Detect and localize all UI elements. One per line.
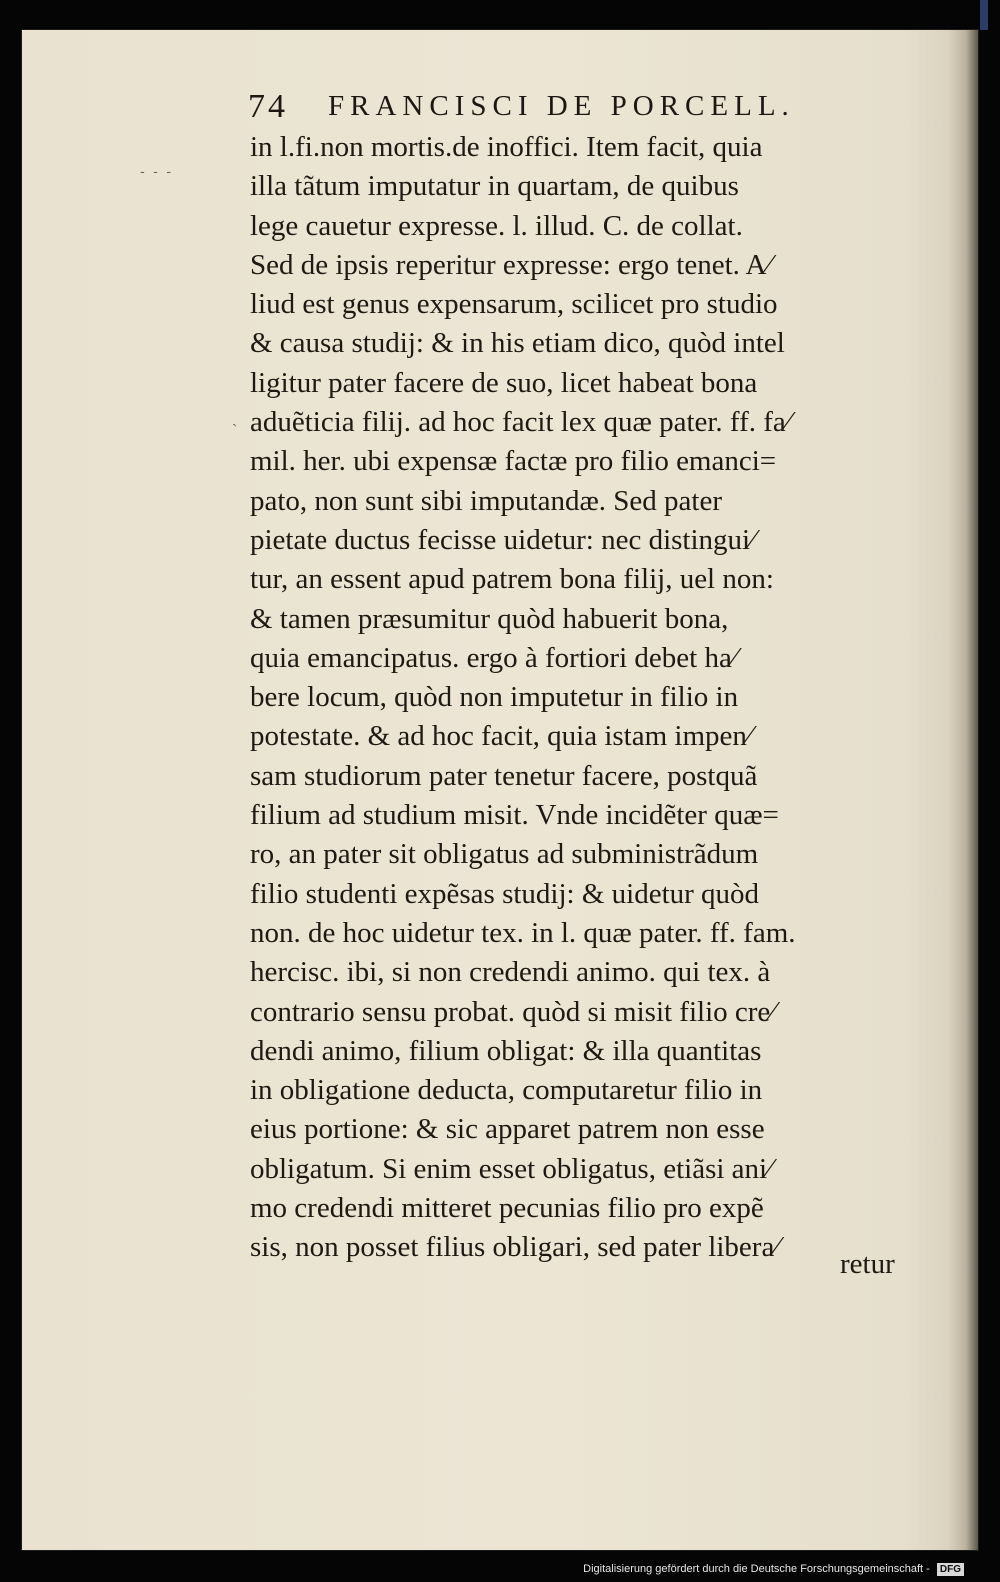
text-line: aduẽticia filij. ad hoc facit lex quæ pater. ff. fa⁄ [250, 406, 791, 439]
margin-mark: ˎ [232, 408, 238, 427]
text-line: in l.fi.non mortis.de inoffici. Item facit, quia [250, 131, 763, 163]
text-line: ro, an pater sit obligatus ad subministrãdum [250, 838, 759, 871]
text-line: in obligatione deducta, computaretur filio in [250, 1074, 763, 1107]
text-line: & causa studij: & in his etiam dico, quòd intel [250, 327, 785, 360]
text-line: ligitur pater facere de suo, licet habeat bona [250, 366, 758, 399]
text-line: obligatum. Si enim esset obligatus, etiãsi ani⁄ [250, 1152, 772, 1185]
running-head-title: FRANCISCI DE PORCELL. [328, 90, 795, 122]
page-number: 74 [248, 88, 288, 125]
text-line: quia emancipatus. ergo à fortiori debet ha⁄ [250, 641, 737, 674]
page-gutter-shadow [948, 30, 978, 1550]
text-line: illa tãtum imputatur in quartam, de quibus [250, 170, 739, 203]
text-line: dendi animo, filium obligat: & illa quantitas [250, 1034, 762, 1067]
dfg-logo: DFG [937, 1563, 964, 1576]
text-line: lege cauetur expresse. l. illud. C. de collat. [250, 209, 743, 242]
text-line: & tamen præsumitur quòd habuerit bona, [250, 602, 729, 635]
catchword: retur [840, 1248, 895, 1280]
text-line: contrario sensu probat. quòd si misit filio cre⁄ [250, 995, 776, 1028]
text-line: hercisc. ibi, si non credendi animo. qui tex. à [250, 956, 771, 989]
text-line: sam studiorum pater tenetur facere, postquã [250, 759, 758, 792]
text-line: Sed de ipsis reperitur expresse: ergo tenet. A⁄ [250, 248, 772, 281]
text-line: potestate. & ad hoc facit, quia istam impen⁄ [250, 720, 752, 753]
body-text [250, 128, 915, 1268]
text-line: filio studenti expẽsas studij: & uidetur quòd [250, 877, 760, 910]
text-line: bere locum, quòd non imputetur in filio in [250, 681, 739, 714]
text-line: liud est genus expensarum, scilicet pro studio [250, 288, 778, 321]
running-head [248, 88, 908, 130]
bookmark-tab [980, 0, 988, 30]
text-line: pato, non sunt sibi imputandæ. Sed pater [250, 484, 723, 517]
text-line: pietate ductus fecisse uidetur: nec distingui⁄ [250, 523, 755, 556]
text-line: mil. her. ubi expensæ factæ pro filio emanci= [250, 445, 777, 478]
text-line: sis, non posset filius obligari, sed pater libera⁄ [250, 1231, 780, 1264]
text-line: eius portione: & sic apparet patrem non esse [250, 1113, 765, 1146]
text-line: tur, an essent apud patrem bona filij, uel non: [250, 563, 774, 596]
credit-text: Digitalisierung gefördert durch die Deutsche Forschungsgemeinschaft - [583, 1563, 930, 1575]
margin-mark: - - - [140, 164, 174, 180]
text-line: non. de hoc uidetur tex. in l. quæ pater. ff. fam. [250, 916, 796, 949]
digitization-credit [583, 1563, 964, 1576]
text-line: mo credendi mitteret pecunias filio pro expẽ [250, 1192, 764, 1225]
text-line: filium ad studium misit. Vnde incidẽter quæ= [250, 799, 779, 832]
